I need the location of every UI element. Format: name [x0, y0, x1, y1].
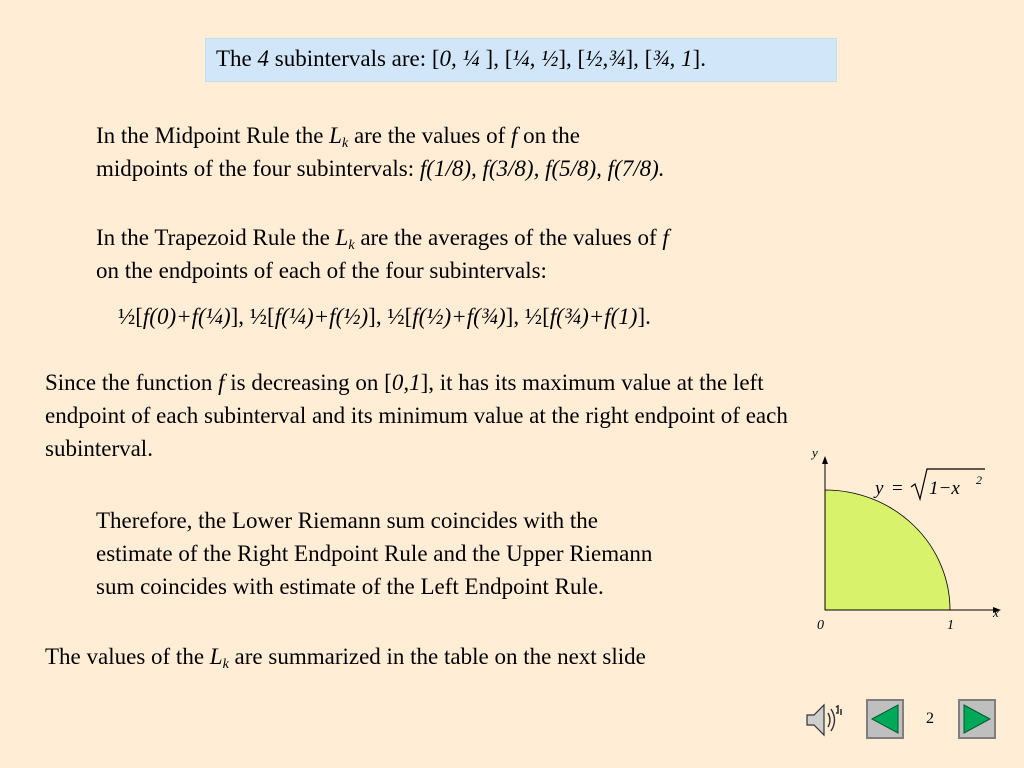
eq-equals: = [892, 478, 903, 499]
since-line-3: subinterval. [45, 436, 153, 461]
sound-icon[interactable] [803, 700, 845, 740]
therefore-line-3: sum coincides with estimate of the Left Endpoint Rule. [96, 574, 604, 599]
quarter-circle-region [825, 490, 950, 610]
x-axis-label: x [993, 605, 999, 620]
trapezoid-line-2: on the endpoints of each of the four subintervals: [96, 258, 547, 283]
page-number: 2 [926, 710, 934, 727]
origin-label: 0 [817, 618, 824, 633]
therefore-line-1: Therefore, the Lower Riemann sum coincides with the [96, 508, 599, 533]
since-line-2: endpoint of each subinterval and its minimum value at the right endpoint of each [45, 403, 788, 428]
y-axis-arrow [822, 456, 828, 464]
next-slide-icon [960, 701, 994, 737]
curve-equation [873, 469, 985, 499]
summary-line: The values of the $L_k$ are summarized in the table on the next slide [45, 644, 646, 672]
eq-body: 1−x [929, 478, 960, 499]
y-axis-label: y [812, 445, 818, 460]
slide-title: The 4 subintervals are: [0, ¼ ], [¼, ½], [½,¾], [¾, 1]. [216, 46, 706, 71]
quarter-circle-graph [790, 445, 1005, 635]
next-slide-button[interactable] [958, 699, 996, 739]
previous-slide-icon [868, 701, 902, 737]
therefore-line-2: estimate of the Right Endpoint Rule and the Upper Riemann [96, 541, 653, 566]
since-line-1: Since the function f is decreasing on [0,1], it has its maximum value at the left [45, 370, 764, 395]
trapezoid-formula: ½[f(0)+f(¼)], ½[f(¼)+f(½)], ½[f(½)+f(¾)], ½[f(¾)+f(1)]. [118, 304, 651, 329]
previous-slide-button[interactable] [866, 699, 904, 739]
eq-y: y [875, 478, 884, 499]
eq-exponent: 2 [976, 473, 982, 487]
x-one-label: 1 [947, 618, 954, 633]
midpoint-line-2: midpoints of the four subintervals: f(1/8), f(3/8), f(5/8), f(7/8). [96, 156, 665, 181]
trapezoid-line-1: In the Trapezoid Rule the $L_k$ are the averages of the values of f [96, 225, 669, 253]
midpoint-line-1: In the Midpoint Rule the $L_k$ are the values of f on the [96, 123, 581, 151]
